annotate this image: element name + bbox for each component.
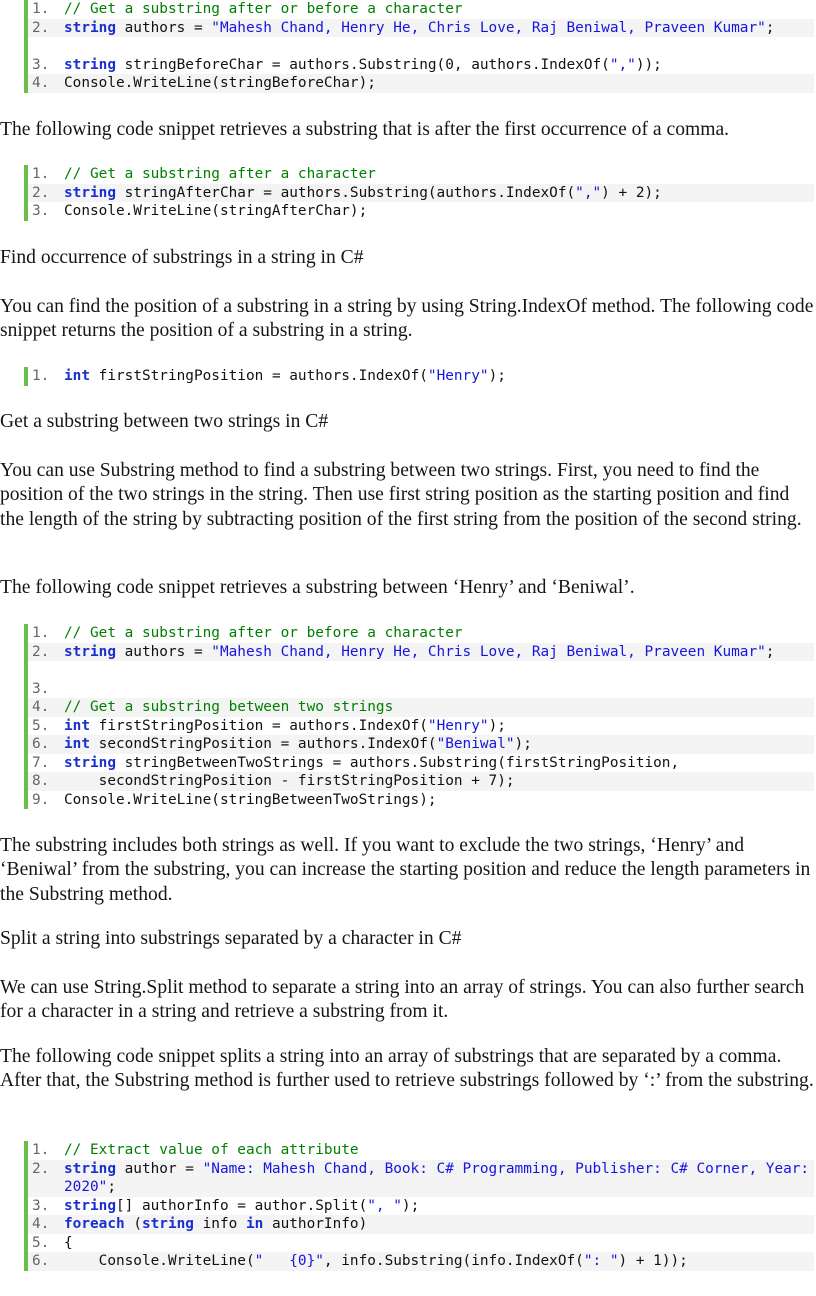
paragraph-substring-method: You can use Substring method to find a substring between two strings. First, you need to find the position of the two strings in the string. Then use first string position as the starting position and find the length of the string by subtracting position of the first string from the position of the second string. (0, 460, 802, 530)
code-block-after-char (24, 165, 814, 221)
code-text: secondStringPosition - firstStringPosition + 7); (64, 773, 515, 789)
paragraph-indexof: You can find the position of a substring in a string by using String.IndexOf method. The following code snippet returns the position of a substring in a string. (0, 296, 814, 342)
code-text: int firstStringPosition = authors.IndexOf("Henry"); (64, 368, 506, 384)
code-line (28, 1178, 814, 1197)
code-text: 2020"; (64, 1179, 116, 1195)
code-line (28, 698, 814, 717)
code-block-split (24, 1141, 814, 1271)
code-text: Console.WriteLine(stringAfterChar); (64, 203, 368, 219)
line-number: 5. (32, 1234, 50, 1251)
code-line (28, 772, 814, 791)
code-line (28, 754, 814, 773)
line-number: 4. (32, 1216, 50, 1232)
code-blank-line (28, 661, 814, 680)
code-text: string authors = "Mahesh Chand, Henry He, Chris Love, Raj Beniwal, Praveen Kumar"; (64, 643, 775, 660)
paragraph-after-comma: The following code snippet retrieves a substring that is after the first occurrence of a comma. (0, 119, 730, 140)
line-number: 2. (32, 643, 50, 660)
code-line (28, 56, 814, 75)
code-line (28, 1234, 814, 1253)
code-line (28, 367, 814, 386)
paragraph-string-split: We can use String.Split method to separate a string into an array of strings. You can also further search for a character in a string and retrieve a substring from it. (0, 977, 805, 1023)
line-number: 3. (32, 56, 50, 73)
code-blank-line (28, 37, 814, 56)
line-number: 4. (32, 75, 50, 91)
code-text: Console.WriteLine(" {0}", info.Substring(info.IndexOf(": ") + 1)); (64, 1253, 688, 1269)
line-number: 6. (32, 1253, 50, 1269)
heading-find-occurrence: Find occurrence of substrings in a string in C# (0, 247, 364, 268)
line-number: 4. (32, 699, 50, 715)
paragraph-includes-both: The substring includes both strings as well. If you want to exclude the two strings, ‘Henry’ and ‘Beniwal’ from the substring, you can increase the starting position and reduce the length parameters in the Substring method. (0, 835, 811, 905)
code-line (28, 791, 814, 810)
line-number: 3. (32, 680, 50, 697)
code-text: string stringBetweenTwoStrings = authors.Substring(firstStringPosition, (64, 754, 680, 771)
code-line (28, 19, 814, 38)
code-text: string[] authorInfo = author.Split(", "); (64, 1197, 420, 1214)
line-number: 1. (32, 166, 50, 182)
code-text: // Get a substring after a character (64, 166, 376, 182)
code-line (28, 74, 814, 93)
code-text: string stringAfterChar = authors.Substring(authors.IndexOf(",") + 2); (64, 184, 662, 201)
code-text: int firstStringPosition = authors.IndexOf("Henry"); (64, 717, 506, 734)
code-line (28, 1215, 814, 1234)
code-text: { (64, 1234, 73, 1251)
code-text: int secondStringPosition = authors.IndexOf("Beniwal"); (64, 736, 532, 752)
code-line (28, 165, 814, 184)
code-text: Console.WriteLine(stringBeforeChar); (64, 75, 376, 91)
line-number: 8. (32, 773, 50, 789)
code-block-indexof (24, 367, 814, 386)
line-number: 7. (32, 754, 50, 771)
code-text: string stringBeforeChar = authors.Substring(0, authors.IndexOf(",")); (64, 56, 662, 73)
code-line (28, 735, 814, 754)
code-line (28, 202, 814, 221)
line-number: 9. (32, 791, 50, 808)
line-number: 2. (32, 19, 50, 36)
code-text: foreach (string info in authorInfo) (64, 1216, 368, 1232)
code-text: // Get a substring after or before a character (64, 1, 463, 17)
line-number: 3. (32, 1197, 50, 1214)
code-line (28, 1160, 814, 1179)
line-number: 1. (32, 368, 50, 384)
code-line (28, 1141, 814, 1160)
code-text: // Get a substring between two strings (64, 699, 394, 715)
code-text: string author = "Name: Mahesh Chand, Book: C# Programming, Publisher: C# Corner, Year: (64, 1160, 810, 1177)
code-line (28, 680, 814, 699)
code-line (28, 1197, 814, 1216)
paragraph-split-snippet: The following code snippet splits a string into an array of substrings that are separated by a comma. After that, the Substring method is further used to retrieve substrings followed by ‘:’ from the substring. (0, 1046, 814, 1092)
line-number: 1. (32, 1142, 50, 1158)
line-number: 3. (32, 203, 50, 219)
line-number: 6. (32, 736, 50, 752)
code-block-before-after-char (24, 0, 814, 93)
code-line (28, 184, 814, 203)
code-line (28, 624, 814, 643)
line-number (32, 1178, 64, 1197)
code-block-between-strings (24, 624, 814, 809)
line-number: 1. (32, 1, 50, 17)
code-text: // Get a substring after or before a character (64, 625, 463, 641)
line-number: 5. (32, 717, 50, 734)
code-text: string authors = "Mahesh Chand, Henry He, Chris Love, Raj Beniwal, Praveen Kumar"; (64, 19, 775, 36)
code-line (28, 643, 814, 662)
line-number: 2. (32, 184, 50, 201)
paragraph-henry-beniwal: The following code snippet retrieves a substring between ‘Henry’ and ‘Beniwal’. (0, 577, 635, 598)
line-number: 2. (32, 1160, 50, 1177)
heading-between-two-strings: Get a substring between two strings in C# (0, 411, 329, 432)
code-text: // Extract value of each attribute (64, 1142, 359, 1158)
heading-split-string: Split a string into substrings separated by a character in C# (0, 928, 462, 949)
line-number: 1. (32, 625, 50, 641)
code-line (28, 0, 814, 19)
code-text: Console.WriteLine(stringBetweenTwoStrings); (64, 791, 437, 808)
code-line (28, 717, 814, 736)
code-line (28, 1252, 814, 1271)
